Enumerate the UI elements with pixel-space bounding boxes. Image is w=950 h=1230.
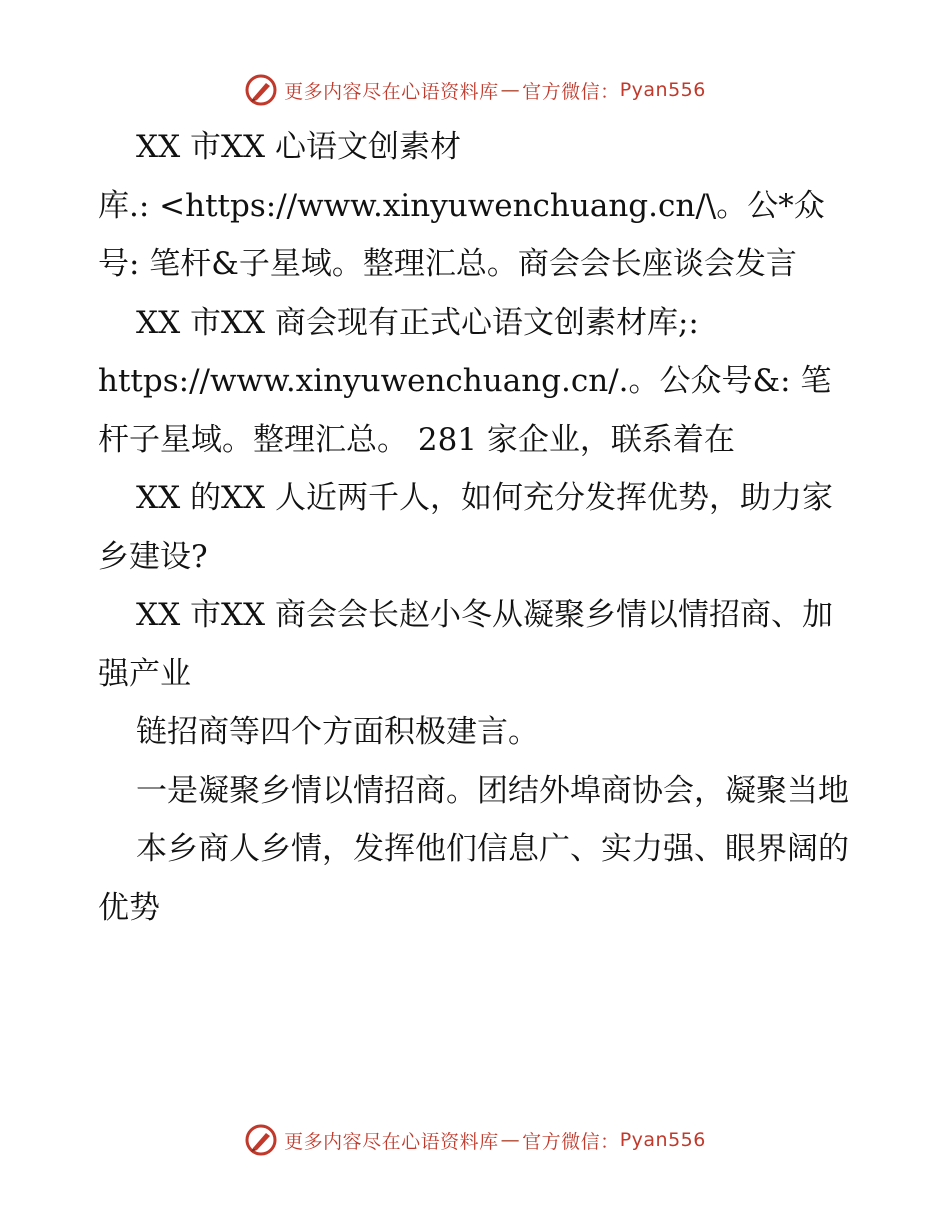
banner-dash: — xyxy=(500,1129,521,1151)
header-watermark-banner xyxy=(0,70,950,110)
paragraph: 本乡商人乡情，发挥他们信息广、实力强、眼界阔的优势 xyxy=(98,831,849,926)
banner-wechat-id: Pyan556 xyxy=(619,1129,706,1151)
banner-brand-text: 更多内容尽在心语资料库 xyxy=(284,1130,499,1153)
paragraph: XX 市XX 心语文创素材 xyxy=(136,129,461,165)
paragraph: 一是凝聚乡情以情招商。团结外埠商协会，凝聚当地 xyxy=(136,772,849,809)
banner-wechat-label: 官方微信： xyxy=(522,80,620,103)
banner-wechat-id: Pyan556 xyxy=(619,79,706,101)
paragraph: https://www.xinyuwenchuang.cn/.。公众号&: 笔杆子星域。整理汇总。 281 家企业，联系着在 xyxy=(98,363,832,458)
paragraph: XX 市XX 商会现有正式心语文创素材库;: xyxy=(136,304,699,341)
document-body xyxy=(98,118,858,937)
paragraph: 库.: <https://www.xinyuwenchuang.cn/\。公*众号: 笔杆&子星域。整理汇总。商会会长座谈会发言 xyxy=(98,187,825,282)
pen-logo-icon xyxy=(244,73,278,107)
banner-dash: — xyxy=(500,79,521,101)
pen-logo-icon xyxy=(244,1123,278,1157)
banner-wechat-label: 官方微信： xyxy=(522,1130,620,1153)
paragraph: XX 的XX 人近两千人，如何充分发挥优势，助力家乡建设? xyxy=(98,480,833,575)
footer-watermark-banner xyxy=(0,1120,950,1160)
banner-brand-text: 更多内容尽在心语资料库 xyxy=(284,80,499,103)
paragraph: XX 市XX 商会会长赵小冬从凝聚乡情以情招商、加强产业 xyxy=(98,597,833,692)
paragraph: 链招商等四个方面积极建言。 xyxy=(136,714,539,750)
